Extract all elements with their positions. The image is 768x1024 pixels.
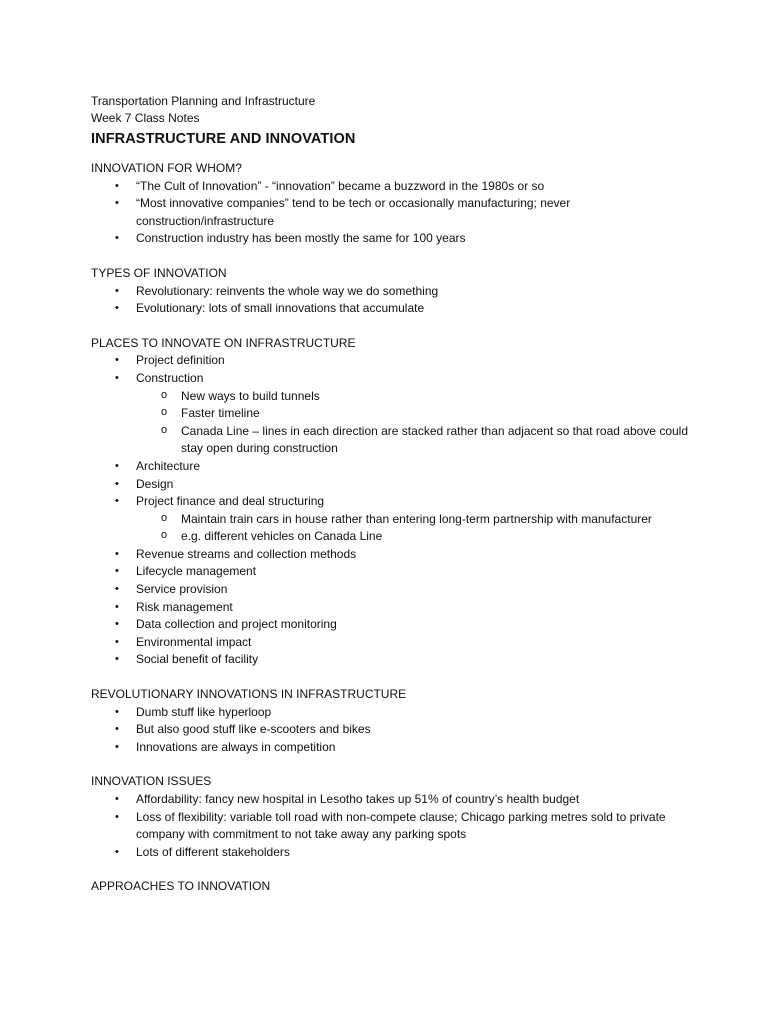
list-item: • Risk management bbox=[91, 599, 711, 617]
section-places-to-innovate bbox=[91, 335, 711, 669]
section-types-of-innovation bbox=[91, 265, 711, 318]
bullet-icon: • bbox=[115, 302, 119, 315]
section-heading: PLACES TO INNOVATE ON INFRASTRUCTURE bbox=[91, 335, 356, 350]
list-item: • Lots of different stakeholders bbox=[91, 844, 711, 862]
list-item: • Service provision bbox=[91, 581, 711, 599]
bullet-icon: • bbox=[115, 354, 119, 367]
list-item: • Affordability: fancy new hospital in Lesotho takes up 51% of country’s health budget bbox=[91, 791, 711, 809]
sub-list-item: o Canada Line – lines in each direction are stacked rather than adjacent so that road above could stay open during construction bbox=[161, 423, 688, 456]
list-item: • Evolutionary: lots of small innovations that accumulate bbox=[91, 300, 711, 318]
list-item: • Project definition bbox=[91, 352, 711, 370]
bullet-icon: • bbox=[115, 197, 119, 210]
list-item: • But also good stuff like e-scooters and bikes bbox=[91, 721, 711, 739]
list-item: • “The Cult of Innovation” - “innovation” became a buzzword in the 1980s or so bbox=[91, 178, 711, 196]
sub-list-item: o Faster timeline bbox=[161, 406, 260, 421]
sub-list-item: o Maintain train cars in house rather than entering long-term partnership with manufacturer bbox=[161, 511, 652, 526]
list-item: • Construction industry has been mostly the same for 100 years bbox=[91, 230, 711, 248]
list-item: • “Most innovative companies” tend to be tech or occasionally manufacturing; never construction/infrastructure bbox=[115, 196, 571, 228]
section-approaches-to-innovation bbox=[91, 878, 711, 896]
bullet-icon: • bbox=[115, 583, 119, 596]
bullet-icon: • bbox=[115, 600, 119, 613]
bullet-icon: • bbox=[115, 284, 119, 297]
bullet-icon: • bbox=[115, 845, 119, 858]
list-item: • Environmental impact bbox=[91, 634, 711, 652]
section-innovation-for-whom bbox=[91, 160, 711, 248]
list-item: • Revenue streams and collection methods bbox=[91, 546, 711, 564]
bullet-icon: • bbox=[115, 565, 119, 578]
bullet-icon: • bbox=[115, 495, 119, 508]
course-title: Transportation Planning and Infrastructure bbox=[91, 94, 316, 108]
section-heading: INNOVATION FOR WHOM? bbox=[91, 161, 242, 175]
list-item: • Lifecycle management bbox=[91, 563, 711, 581]
bullet-icon: • bbox=[115, 705, 119, 718]
bullet-icon: • bbox=[115, 371, 119, 384]
sub-bullet-icon: o bbox=[161, 406, 168, 419]
list-item: • Architecture bbox=[91, 458, 711, 476]
sub-bullet-icon: o bbox=[161, 529, 168, 542]
list-item: • Loss of flexibility: variable toll road with non-compete clause; Chicago parking metres sold to private company with commitment to not take away any parking spots bbox=[115, 809, 666, 842]
bullet-icon: • bbox=[115, 723, 119, 736]
sub-bullet-icon: o bbox=[161, 423, 168, 436]
week-label: Week 7 Class Notes bbox=[91, 111, 200, 125]
page-title: INFRASTRUCTURE AND INNOVATION bbox=[91, 131, 356, 147]
section-innovation-issues bbox=[91, 773, 711, 861]
list-item: • Project finance and deal structuring o Maintain train cars in house rather than entering long-term partnership with manufacturer o e.g. different vehicles on Canada Line bbox=[91, 493, 711, 546]
bullet-icon: • bbox=[115, 635, 119, 648]
sub-list-item: o e.g. different vehicles on Canada Line bbox=[161, 529, 383, 544]
sub-bullet-icon: o bbox=[161, 511, 168, 524]
bullet-icon: • bbox=[115, 740, 119, 753]
list-item: • Data collection and project monitoring bbox=[91, 616, 711, 634]
section-heading: REVOLUTIONARY INNOVATIONS IN INFRASTRUCTURE bbox=[91, 687, 407, 702]
list-item: • Dumb stuff like hyperloop bbox=[91, 704, 711, 722]
bullet-icon: • bbox=[115, 653, 119, 666]
bullet-icon: • bbox=[115, 547, 119, 560]
bullet-icon: • bbox=[115, 810, 119, 823]
list-item: • Design bbox=[91, 476, 711, 494]
document-page bbox=[91, 93, 711, 896]
section-revolutionary-innovations bbox=[91, 686, 711, 756]
bullet-icon: • bbox=[115, 459, 119, 472]
list-item: • Construction o New ways to build tunnels o Faster timeline o Canada Line – lines in each direction are stacked rather than adjacent so that road above could stay open during construction bbox=[91, 370, 711, 458]
bullet-icon: • bbox=[115, 179, 119, 192]
section-heading: INNOVATION ISSUES bbox=[91, 774, 212, 789]
bullet-icon: • bbox=[115, 477, 119, 490]
list-item: • Social benefit of facility bbox=[91, 651, 711, 669]
section-heading: TYPES OF INNOVATION bbox=[91, 265, 227, 280]
sub-bullet-icon: o bbox=[161, 388, 168, 401]
bullet-icon: • bbox=[115, 793, 119, 805]
list-item: • Revolutionary: reinvents the whole way we do something bbox=[91, 283, 711, 301]
bullet-icon: • bbox=[115, 232, 119, 245]
sub-list-item: o New ways to build tunnels bbox=[161, 388, 320, 403]
list-item: • Innovations are always in competition bbox=[91, 739, 711, 757]
section-heading: APPROACHES TO INNOVATION bbox=[91, 879, 271, 894]
bullet-icon: • bbox=[115, 618, 119, 631]
